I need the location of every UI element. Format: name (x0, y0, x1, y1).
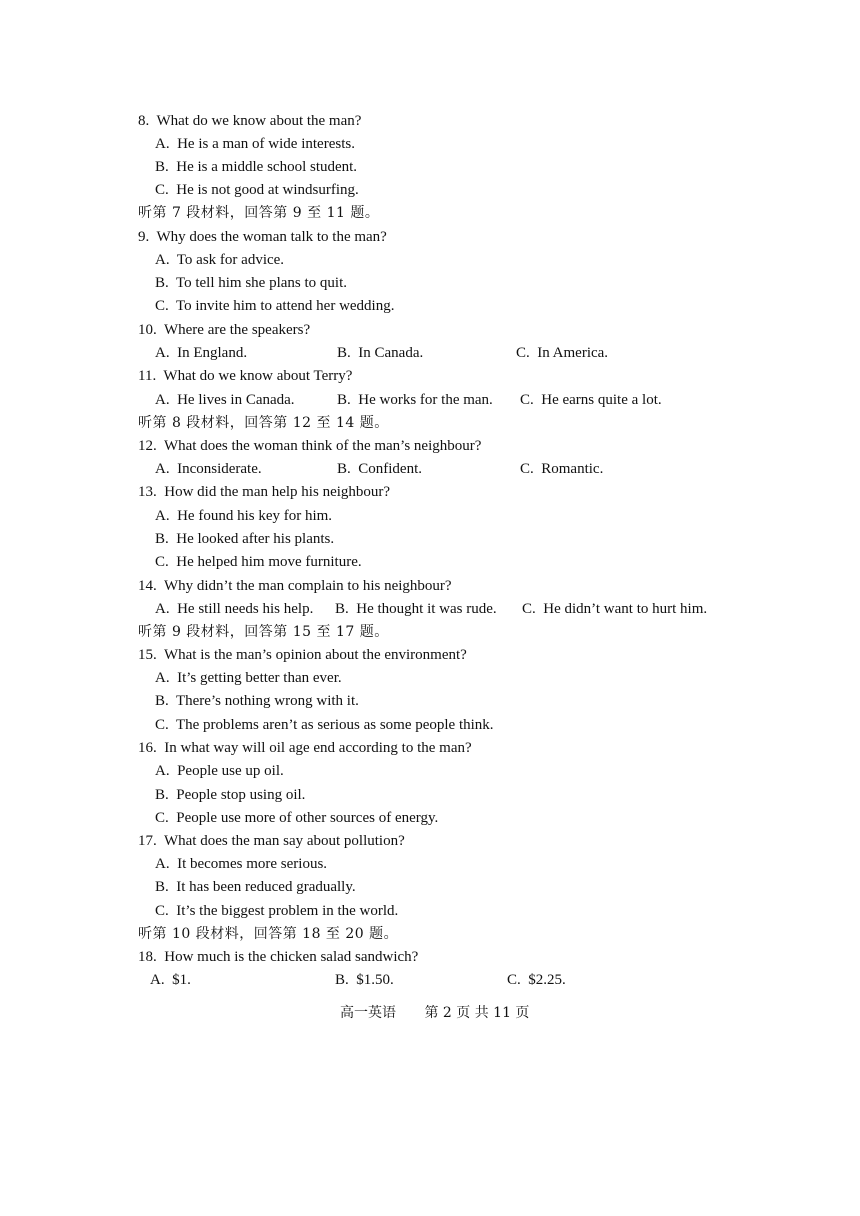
option-8c: C. He is not good at windsurfing. (155, 182, 359, 198)
option-8a: A. He is a man of wide interests. (155, 136, 355, 152)
option-13a: A. He found his key for him. (155, 508, 333, 524)
option-15b: B. There’s nothing wrong with it. (155, 693, 359, 709)
footer-page-number: 第 2 页 共 11 页 (424, 1005, 530, 1021)
footer-subject: 高一英语 (340, 1005, 396, 1021)
option-17c: C. It’s the biggest problem in the world. (155, 903, 399, 919)
option-12b: B. Confident. (337, 461, 422, 477)
option-10a: A. In England. (155, 345, 248, 361)
option-12a: A. Inconsiderate. (155, 461, 262, 477)
option-16c: C. People use more of other sources of energy. (155, 810, 439, 826)
question-18: 18. How much is the chicken salad sandwich? (138, 949, 419, 965)
option-16b: B. People stop using oil. (155, 787, 306, 803)
question-16: 16. In what way will oil age end according to the man? (138, 740, 472, 756)
option-18b: B. $1.50. (335, 972, 394, 988)
option-8b: B. He is a middle school student. (155, 159, 358, 175)
option-9a: A. To ask for advice. (155, 252, 285, 268)
question-15: 15. What is the man’s opinion about the environment? (138, 647, 467, 663)
option-14a: A. He still needs his help. (155, 601, 314, 617)
section-heading-8: 听第 8 段材料，回答第 12 至 14 题。 (138, 415, 389, 431)
option-18a: A. $1. (150, 972, 191, 988)
option-14b: B. He thought it was rude. (335, 601, 497, 617)
option-11b: B. He works for the man. (337, 392, 493, 408)
option-11c: C. He earns quite a lot. (520, 392, 662, 408)
option-16a: A. People use up oil. (155, 763, 284, 779)
option-9b: B. To tell him she plans to quit. (155, 275, 348, 291)
option-14c: C. He didn’t want to hurt him. (522, 601, 708, 617)
option-10b: B. In Canada. (337, 345, 424, 361)
option-15c: C. The problems aren’t as serious as some people think. (155, 717, 494, 733)
question-11: 11. What do we know about Terry? (138, 368, 353, 384)
section-heading-10: 听第 10 段材料，回答第 18 至 20 题。 (138, 926, 399, 942)
option-13b: B. He looked after his plants. (155, 531, 335, 547)
question-9: 9. Why does the woman talk to the man? (138, 229, 387, 245)
question-14: 14. Why didn’t the man complain to his neighbour? (138, 578, 452, 594)
section-heading-9: 听第 9 段材料，回答第 15 至 17 题。 (138, 624, 389, 640)
option-18c: C. $2.25. (507, 972, 566, 988)
option-11a: A. He lives in Canada. (155, 392, 295, 408)
question-12: 12. What does the woman think of the man’s neighbour? (138, 438, 482, 454)
question-17: 17. What does the man say about pollution? (138, 833, 405, 849)
option-12c: C. Romantic. (520, 461, 604, 477)
option-13c: C. He helped him move furniture. (155, 554, 362, 570)
option-15a: A. It’s getting better than ever. (155, 670, 342, 686)
question-10: 10. Where are the speakers? (138, 322, 311, 338)
option-17b: B. It has been reduced gradually. (155, 879, 356, 895)
question-8: 8. What do we know about the man? (138, 113, 362, 129)
section-heading-7: 听第 7 段材料，回答第 9 至 11 题。 (138, 205, 380, 221)
option-17a: A. It becomes more serious. (155, 856, 328, 872)
option-9c: C. To invite him to attend her wedding. (155, 298, 395, 314)
option-10c: C. In America. (516, 345, 609, 361)
question-13: 13. How did the man help his neighbour? (138, 484, 391, 500)
page-footer (340, 1002, 553, 1022)
